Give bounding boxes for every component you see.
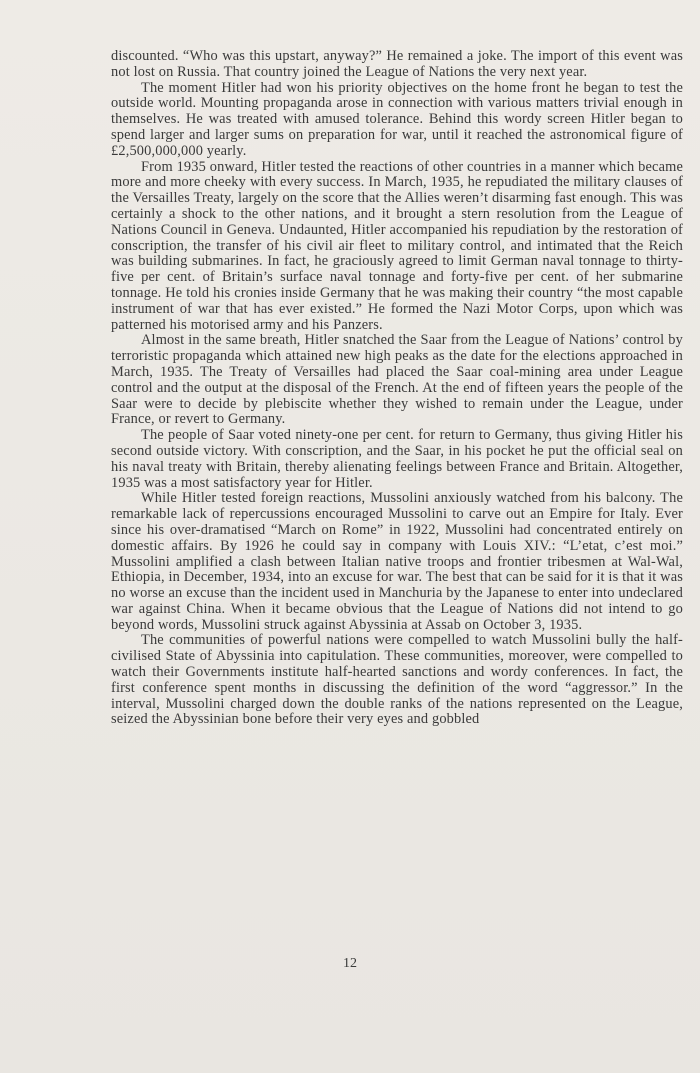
paragraph-2: The moment Hitler had won his priority objectives on the home front he began to test the outside world. Mounting propaganda arose in connection with various matters trivial enough in themselves. He was treated with amused tolerance. Behind this wordy screen Hitler began to spend larger and larger sums on preparation for war, until it reached the astronomical figure of £2,500,000,000 yearly. (111, 79, 683, 159)
paragraph-1: discounted. “Who was this upstart, anyway?” He remained a joke. The import of this event was not lost on Russia. That country joined the League of Nations the very next year. (111, 48, 683, 80)
paragraph-3: From 1935 onward, Hitler tested the reactions of other countries in a manner which became more and more cheeky with every success. In March, 1935, he repudiated the military clauses of the Versailles Treaty, largely on the score that the Allies weren’t disarming fast enough. This was certainly a shock to the other nations, and it brought a stern resolution from the League of Nations Council in Geneva. Undaunted, Hitler accompanied his repudiation by the restoration of conscription, the transfer of his civil air fleet to military control, and intimated that the Reich was building submarines. In fact, he graciously agreed to limit German naval tonnage to thirty-five per cent. of Britain’s surface naval tonnage and forty-five per cent. of her submarine tonnage. He told his cronies inside Germany that he was making their country “the most capable instrument of war that has ever existed.” He formed the Nazi Motor Corps, upon which was patterned his motorised army and his Panzers. (111, 158, 683, 333)
paragraph-6: While Hitler tested foreign reactions, Mussolini anxiously watched from his balcony. The remarkable lack of repercussions encouraged Mussolini to carve out an Empire for Italy. Ever since his over-dramatised “March on Rome” in 1922, Mussolini had concentrated entirely on domestic affairs. By 1926 he could say in company with Louis XIV.: “L’etat, c’est moi.” Mussolini amplified a clash between Italian native troops and frontier tribesmen at Wal-Wal, Ethiopia, in December, 1934, into an excuse for war. The best that can be said for it is that it was no worse an excuse than the incident used in Manchuria by the Japanese to enter into undeclared war against China. When it became obvious that the League of Nations did not intend to go beyond words, Mussolini struck against Abyssinia at Assab on October 3, 1935. (111, 490, 683, 633)
paragraph-7: The communities of powerful nations were compelled to watch Mussolini bully the half-civilised State of Abyssinia into capitulation. These communities, moreover, were compelled to watch their Governments institute half-hearted sanctions and wordy conferences. In fact, the first conference spent months in discussing the definition of the word “aggressor.” In the interval, Mussolini charged down the double ranks of the nations represented on the League, seized the Abyssinian bone before their very eyes and gobbled (111, 632, 683, 728)
page-number: 12 (343, 956, 357, 971)
paragraph-5: The people of Saar voted ninety-one per cent. for return to Germany, thus giving Hitler his second outside victory. With conscription, and the Saar, in his pocket he put the official seal on his naval treaty with Britain, thereby alienating feelings between France and Britain. Altogether, 1935 was a most satisfactory year for Hitler. (111, 427, 683, 491)
paragraph-4: Almost in the same breath, Hitler snatched the Saar from the League of Nations’ control by terroristic propaganda which attained new high peaks as the date for the elections approached in March, 1935. The Treaty of Versailles had placed the Saar coal-mining area under League control and the output at the disposal of the French. At the end of fifteen years the people of the Saar were to decide by plebiscite whether they wished to remain under the League, under France, or revert to Germany. (111, 332, 683, 428)
body-text (111, 49, 683, 728)
